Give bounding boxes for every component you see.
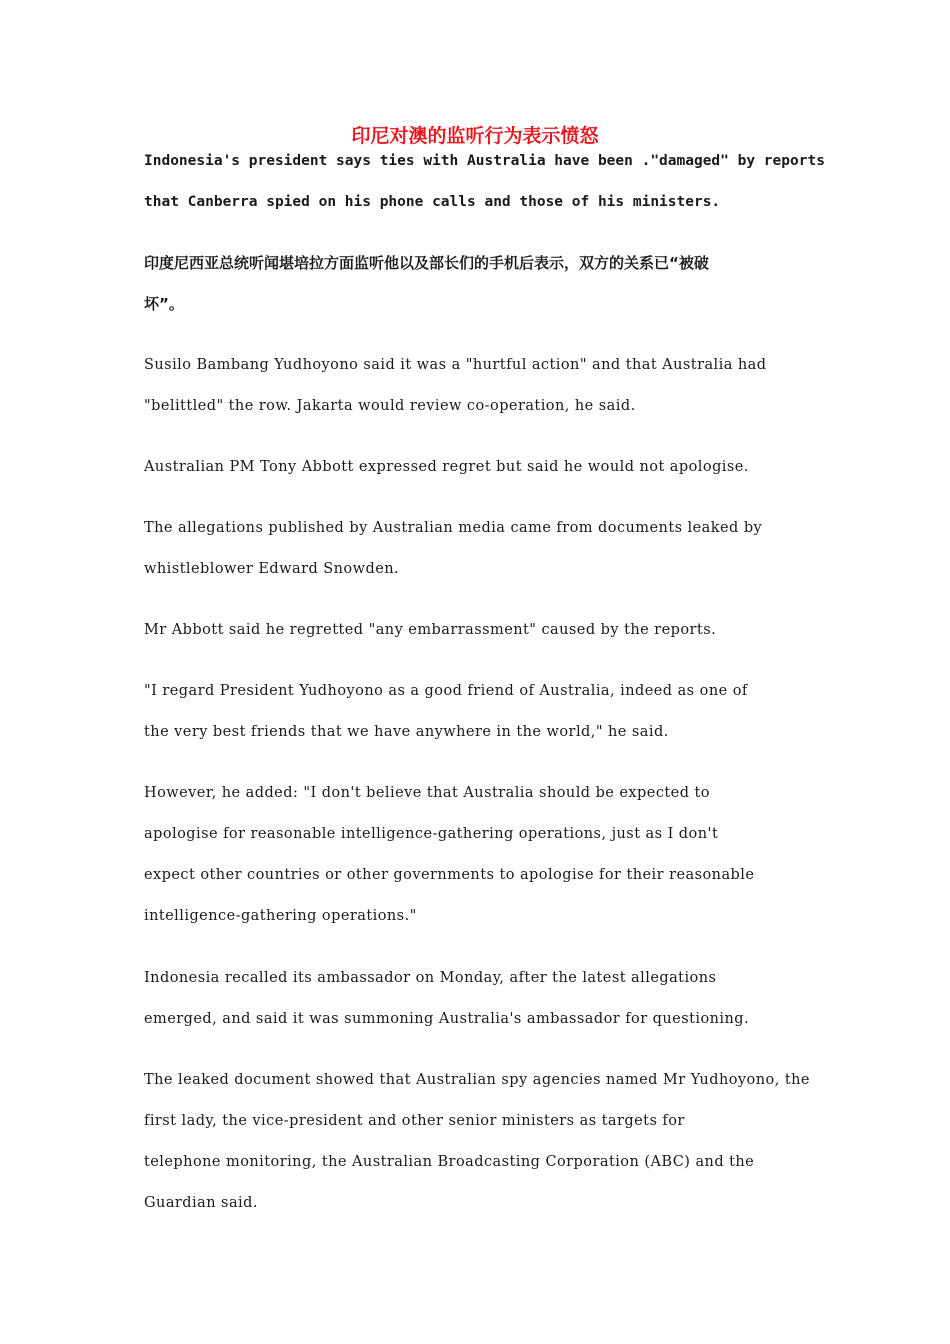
text-line: Australian PM Tony Abbott expressed regret but said he would not apologise.: [144, 459, 749, 475]
text-line: intelligence-gathering operations.": [144, 908, 417, 924]
text-line: the very best friends that we have anywhere in the world," he said.: [144, 724, 669, 740]
text-line: 印度尼西亚总统听闻堪培拉方面监听他以及部长们的手机后表示，双方的关系已“被破: [144, 254, 709, 272]
paragraph-body: [144, 1060, 814, 1224]
text-line: "I regard President Yudhoyono as a good friend of Australia, indeed as one of: [144, 683, 748, 699]
text-line: Mr Abbott said he regretted "any embarrassment" caused by the reports.: [144, 622, 717, 638]
paragraph-intro-english: [144, 141, 825, 223]
text-line: expect other countries or other governments to apologise for their reasonable: [144, 867, 755, 883]
paragraph-body: [144, 610, 814, 651]
text-line: Susilo Bambang Yudhoyono said it was a "hurtful action" and that Australia had: [144, 357, 767, 373]
paragraph-body: [144, 958, 814, 1040]
paragraph-body: [144, 508, 814, 590]
text-line: The allegations published by Australian media came from documents leaked by: [144, 520, 763, 536]
text-line: emerged, and said it was summoning Australia's ambassador for questioning.: [144, 1011, 750, 1027]
text-line: telephone monitoring, the Australian Broadcasting Corporation (ABC) and the: [144, 1154, 755, 1170]
text-line: whistleblower Edward Snowden.: [144, 561, 400, 577]
text-line: "belittled" the row. Jakarta would review co-operation, he said.: [144, 398, 636, 414]
text-line: apologise for reasonable intelligence-gathering operations, just as I don't: [144, 826, 719, 842]
text-line: first lady, the vice-president and other senior ministers as targets for: [144, 1113, 685, 1129]
text-line: Guardian said.: [144, 1195, 258, 1211]
paragraph-quote: [144, 671, 814, 753]
document-title: 印尼对澳的监听行为表示愤怒: [351, 125, 599, 147]
text-line: 坏”。: [144, 295, 184, 313]
paragraph-body: [144, 345, 814, 427]
text-line: that Canberra spied on his phone calls and those of his ministers.: [144, 194, 721, 210]
paragraph-body: [144, 447, 814, 488]
text-line: Indonesia's president says ties with Australia have been ."damaged" by reports: [144, 153, 825, 169]
text-line: However, he added: "I don't believe that Australia should be expected to: [144, 785, 710, 801]
paragraph-intro-chinese: [144, 243, 814, 325]
paragraph-quote: [144, 773, 814, 937]
text-line: The leaked document showed that Australian spy agencies named Mr Yudhoyono, the: [144, 1072, 810, 1088]
text-line: Indonesia recalled its ambassador on Monday, after the latest allegations: [144, 970, 717, 986]
